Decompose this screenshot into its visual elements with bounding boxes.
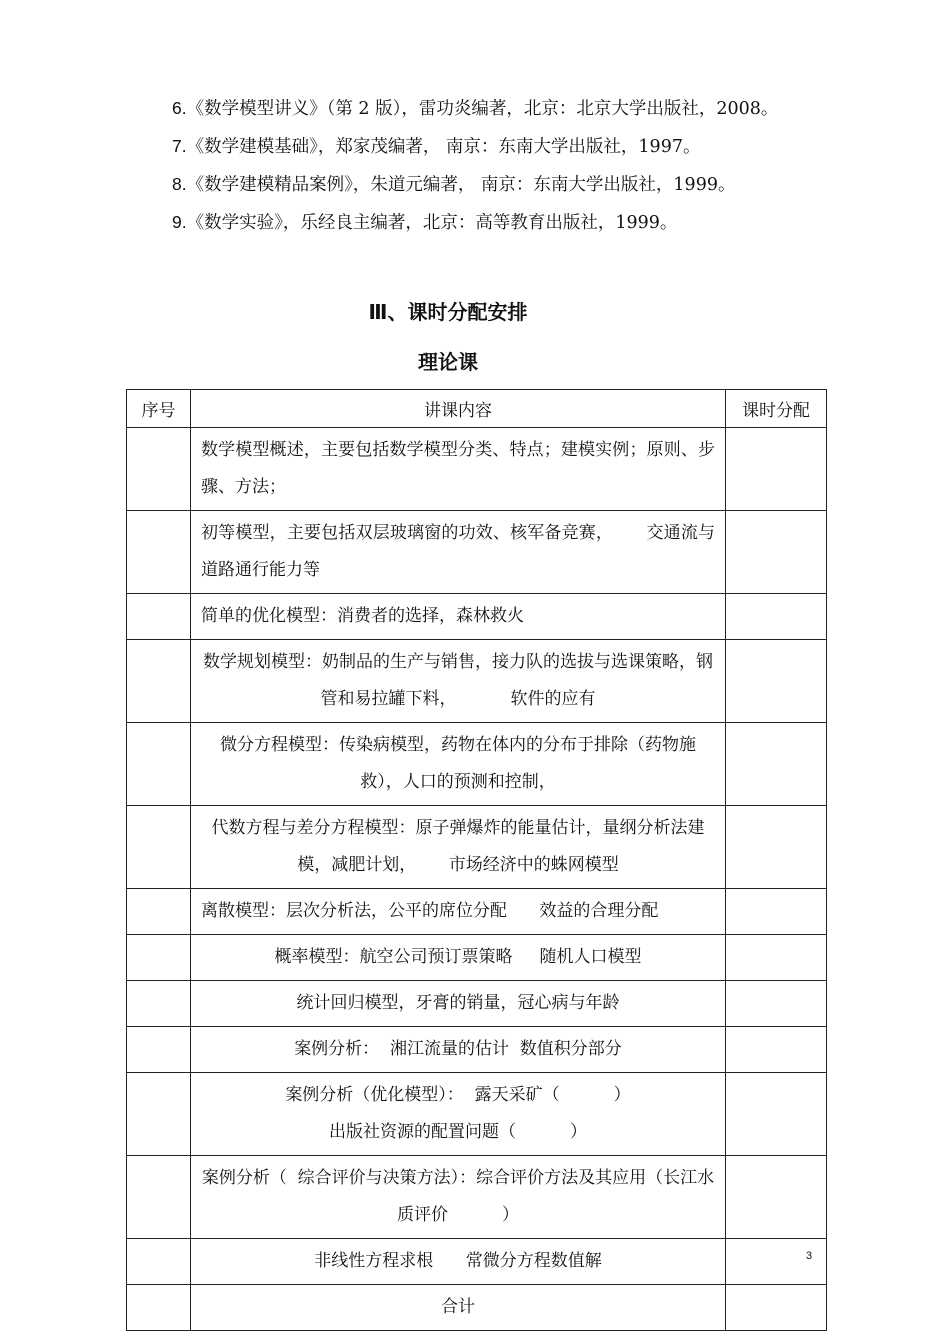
row-content-cell: 代数方程与差分方程模型：原子弹爆炸的能量估计，量纲分析法建模，减肥计划， 市场经济中的蛛网模型: [191, 806, 726, 889]
row-content-cell: 案例分析（ 综合评价与决策方法）：综合评价方法及其应用（长江水质评价 ）: [191, 1156, 726, 1239]
sub-title: 理论课: [418, 350, 478, 374]
row-content-cell: 案例分析（优化模型）： 露天采矿（ ） 出版社资源的配置问题（ ）: [191, 1073, 726, 1156]
row-hours-cell: [726, 935, 827, 981]
row-index-cell: [127, 806, 191, 889]
row-hours-cell: [726, 428, 827, 511]
section-title: Ⅲ、课时分配安排: [368, 300, 528, 324]
header-content: 讲课内容: [191, 390, 726, 428]
table-row: [127, 806, 827, 889]
row-hours-cell: [726, 1027, 827, 1073]
row-hours-cell: [726, 806, 827, 889]
row-hours-cell: [726, 594, 827, 640]
header-hours: 课时分配: [726, 390, 827, 428]
row-content-cell: 数学模型概述，主要包括数学模型分类、特点；建模实例；原则、步骤、方法；: [191, 428, 726, 511]
table-row: [127, 1027, 827, 1073]
row-index-cell: [127, 1156, 191, 1239]
table-row: [127, 889, 827, 935]
reference-item: 6.《数学模型讲义》（第 2 版），雷功炎编著，北京：北京大学出版社，2008。: [172, 98, 779, 119]
row-index-cell: [127, 1285, 191, 1331]
row-hours-cell: [726, 981, 827, 1027]
table-row: [127, 640, 827, 723]
row-content-cell: 简单的优化模型：消费者的选择，森林救火: [191, 594, 726, 640]
table-row: [127, 935, 827, 981]
reference-list: [172, 94, 872, 246]
row-content-cell: 数学规划模型：奶制品的生产与销售，接力队的选拔与选课策略，钢管和易拉罐下料， 软件的应有: [191, 640, 726, 723]
row-content-cell: 非线性方程求根 常微分方程数值解: [191, 1239, 726, 1285]
row-index-cell: [127, 935, 191, 981]
row-hours-cell: [726, 723, 827, 806]
row-index-cell: [127, 889, 191, 935]
row-index-cell: [127, 723, 191, 806]
table-row: [127, 1239, 827, 1285]
reference-item: 7.《数学建模基础》，郑家茂编著， 南京：东南大学出版社，1997。: [172, 136, 701, 157]
row-hours-cell: [726, 1285, 827, 1331]
table-row: [127, 723, 827, 806]
row-hours-cell: [726, 511, 827, 594]
page-number: 3: [806, 1250, 813, 1262]
row-index-cell: [127, 428, 191, 511]
table-row: [127, 594, 827, 640]
row-hours-cell: [726, 889, 827, 935]
table-row: [127, 428, 827, 511]
table-header-row: [127, 390, 827, 428]
table-row: [127, 981, 827, 1027]
reference-item: 9.《数学实验》，乐经良主编著，北京：高等教育出版社，1999。: [172, 212, 678, 233]
row-hours-cell: [726, 640, 827, 723]
reference-item: 8.《数学建模精品案例》，朱道元编著， 南京：东南大学出版社，1999。: [172, 174, 736, 195]
row-index-cell: [127, 1073, 191, 1156]
row-content-cell: 概率模型：航空公司预订票策略 随机人口模型: [191, 935, 726, 981]
row-hours-cell: [726, 1156, 827, 1239]
row-content-cell: 初等模型，主要包括双层玻璃窗的功效、核军备竞赛， 交通流与道路通行能力等: [191, 511, 726, 594]
schedule-table: [126, 389, 827, 1331]
row-index-cell: [127, 511, 191, 594]
row-content-cell: 案例分析： 湘江流量的估计 数值积分部分: [191, 1027, 726, 1073]
row-content-cell: 合计: [191, 1285, 726, 1331]
table-row: [127, 511, 827, 594]
row-content-cell: 统计回归模型，牙膏的销量，冠心病与年龄: [191, 981, 726, 1027]
row-index-cell: [127, 1027, 191, 1073]
row-content-cell: 微分方程模型：传染病模型，药物在体内的分布于排除（药物施救），人口的预测和控制，: [191, 723, 726, 806]
table-row: [127, 1156, 827, 1239]
table-row: [127, 1285, 827, 1331]
table-row: [127, 1073, 827, 1156]
row-index-cell: [127, 640, 191, 723]
row-hours-cell: [726, 1073, 827, 1156]
row-index-cell: [127, 981, 191, 1027]
row-content-cell: 离散模型：层次分析法，公平的席位分配 效益的合理分配: [191, 889, 726, 935]
row-index-cell: [127, 1239, 191, 1285]
row-index-cell: [127, 594, 191, 640]
header-index: 序号: [127, 390, 191, 428]
